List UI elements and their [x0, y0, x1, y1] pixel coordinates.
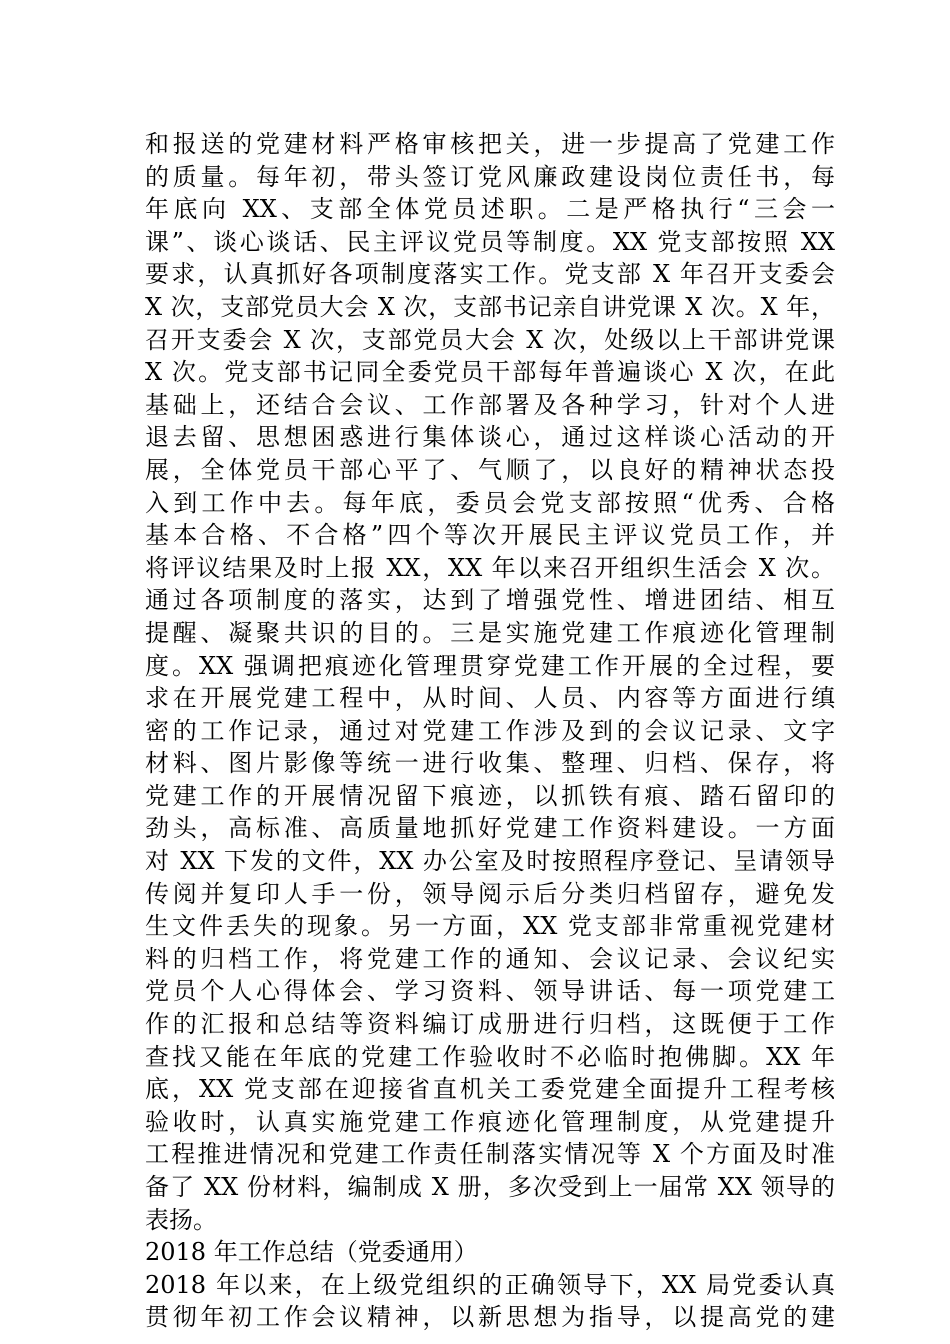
- document-line: 通过各项制度的落实，达到了增强党性、增进团结、相互: [145, 586, 835, 615]
- document-line: 查找又能在年底的党建工作验收时不必临时抱佛脚。XX 年: [145, 1042, 835, 1071]
- document-line: 密的工作记录，通过对党建工作涉及到的会议记录、文字: [145, 716, 835, 745]
- document-line: 展，全体党员干部心平了、气顺了，以良好的精神状态投: [145, 455, 835, 484]
- document-line: 2018 年以来，在上级党组织的正确领导下，XX 局党委认真: [145, 1270, 835, 1299]
- document-line: 求在开展党建工程中，从时间、人员、内容等方面进行缜: [145, 684, 835, 713]
- document-line: 和报送的党建材料严格审核把关，进一步提高了党建工作: [145, 130, 835, 158]
- document-line: 料的归档工作，将党建工作的通知、会议记录、会议纪实: [145, 944, 835, 973]
- document-body: [145, 128, 835, 1334]
- document-line: 贯彻年初工作会议精神，以新思想为指导，以提高党的建: [145, 1303, 835, 1332]
- document-line: 召开支委会 X 次，支部党员大会 X 次，处级以上干部讲党课: [145, 325, 835, 354]
- document-line: X 次，支部党员大会 X 次，支部书记亲自讲党课 X 次。X 年，: [145, 292, 835, 321]
- document-line: 备了 XX 份材料，编制成 X 册，多次受到上一届常 XX 领导的: [145, 1173, 835, 1201]
- document-line: 党员个人心得体会、学习资料、领导讲话、每一项党建工: [145, 977, 835, 1006]
- document-line: 提醒、凝聚共识的目的。三是实施党建工作痕迹化管理制: [145, 618, 835, 647]
- document-line: 底，XX 党支部在迎接省直机关工委党建全面提升工程考核: [145, 1075, 835, 1104]
- document-line: 作的汇报和总结等资料编订成册进行归档，这既便于工作: [145, 1010, 835, 1039]
- document-line: 入到工作中去。每年底，委员会党支部按照“优秀、合格: [145, 488, 835, 517]
- document-line: 生文件丢失的现象。另一方面，XX 党支部非常重视党建材: [145, 912, 835, 941]
- document-line: 年底向 XX、支部全体党员述职。二是严格执行“三会一: [145, 195, 835, 224]
- document-line: 党建工作的开展情况留下痕迹，以抓铁有痕、踏石留印的: [145, 781, 835, 810]
- document-line: 材料、图片影像等统一进行收集、整理、归档、保存，将: [145, 749, 835, 778]
- document-line: 基本合格、不合格”四个等次开展民主评议党员工作，并: [145, 521, 835, 550]
- document-line: 工程推进情况和党建工作责任制落实情况等 X 个方面及时准: [145, 1140, 835, 1169]
- document-line: 度。XX 强调把痕迹化管理贯穿党建工作开展的全过程，要: [145, 651, 835, 680]
- document-line: 退去留、思想困惑进行集体谈心，通过这样谈心活动的开: [145, 423, 835, 452]
- document-line: 验收时，认真实施党建工作痕迹化管理制度，从党建提升: [145, 1107, 835, 1136]
- document-line: 课”、谈心谈话、民主评议党员等制度。XX 党支部按照 XX: [145, 227, 835, 256]
- document-line: 2018 年工作总结（党委通用）: [145, 1238, 478, 1267]
- document-line: 对 XX 下发的文件，XX 办公室及时按照程序登记、呈请领导: [145, 847, 835, 876]
- document-line: 基础上，还结合会议、工作部署及各种学习，针对个人进: [145, 390, 835, 419]
- document-line: 的质量。每年初，带头签订党风廉政建设岗位责任书，每: [145, 162, 835, 191]
- document-line: 传阅并复印人手一份，领导阅示后分类归档留存，避免发: [145, 879, 835, 908]
- document-line: X 次。党支部书记同全委党员干部每年普遍谈心 X 次，在此: [145, 358, 835, 387]
- document-line: 要求，认真抓好各项制度落实工作。党支部 X 年召开支委会: [145, 260, 835, 289]
- document-line: 劲头，高标准、高质量地抓好党建工作资料建设。一方面: [145, 814, 835, 843]
- document-line: 表扬。: [145, 1205, 217, 1234]
- document-line: 将评议结果及时上报 XX，XX 年以来召开组织生活会 X 次。: [145, 553, 835, 582]
